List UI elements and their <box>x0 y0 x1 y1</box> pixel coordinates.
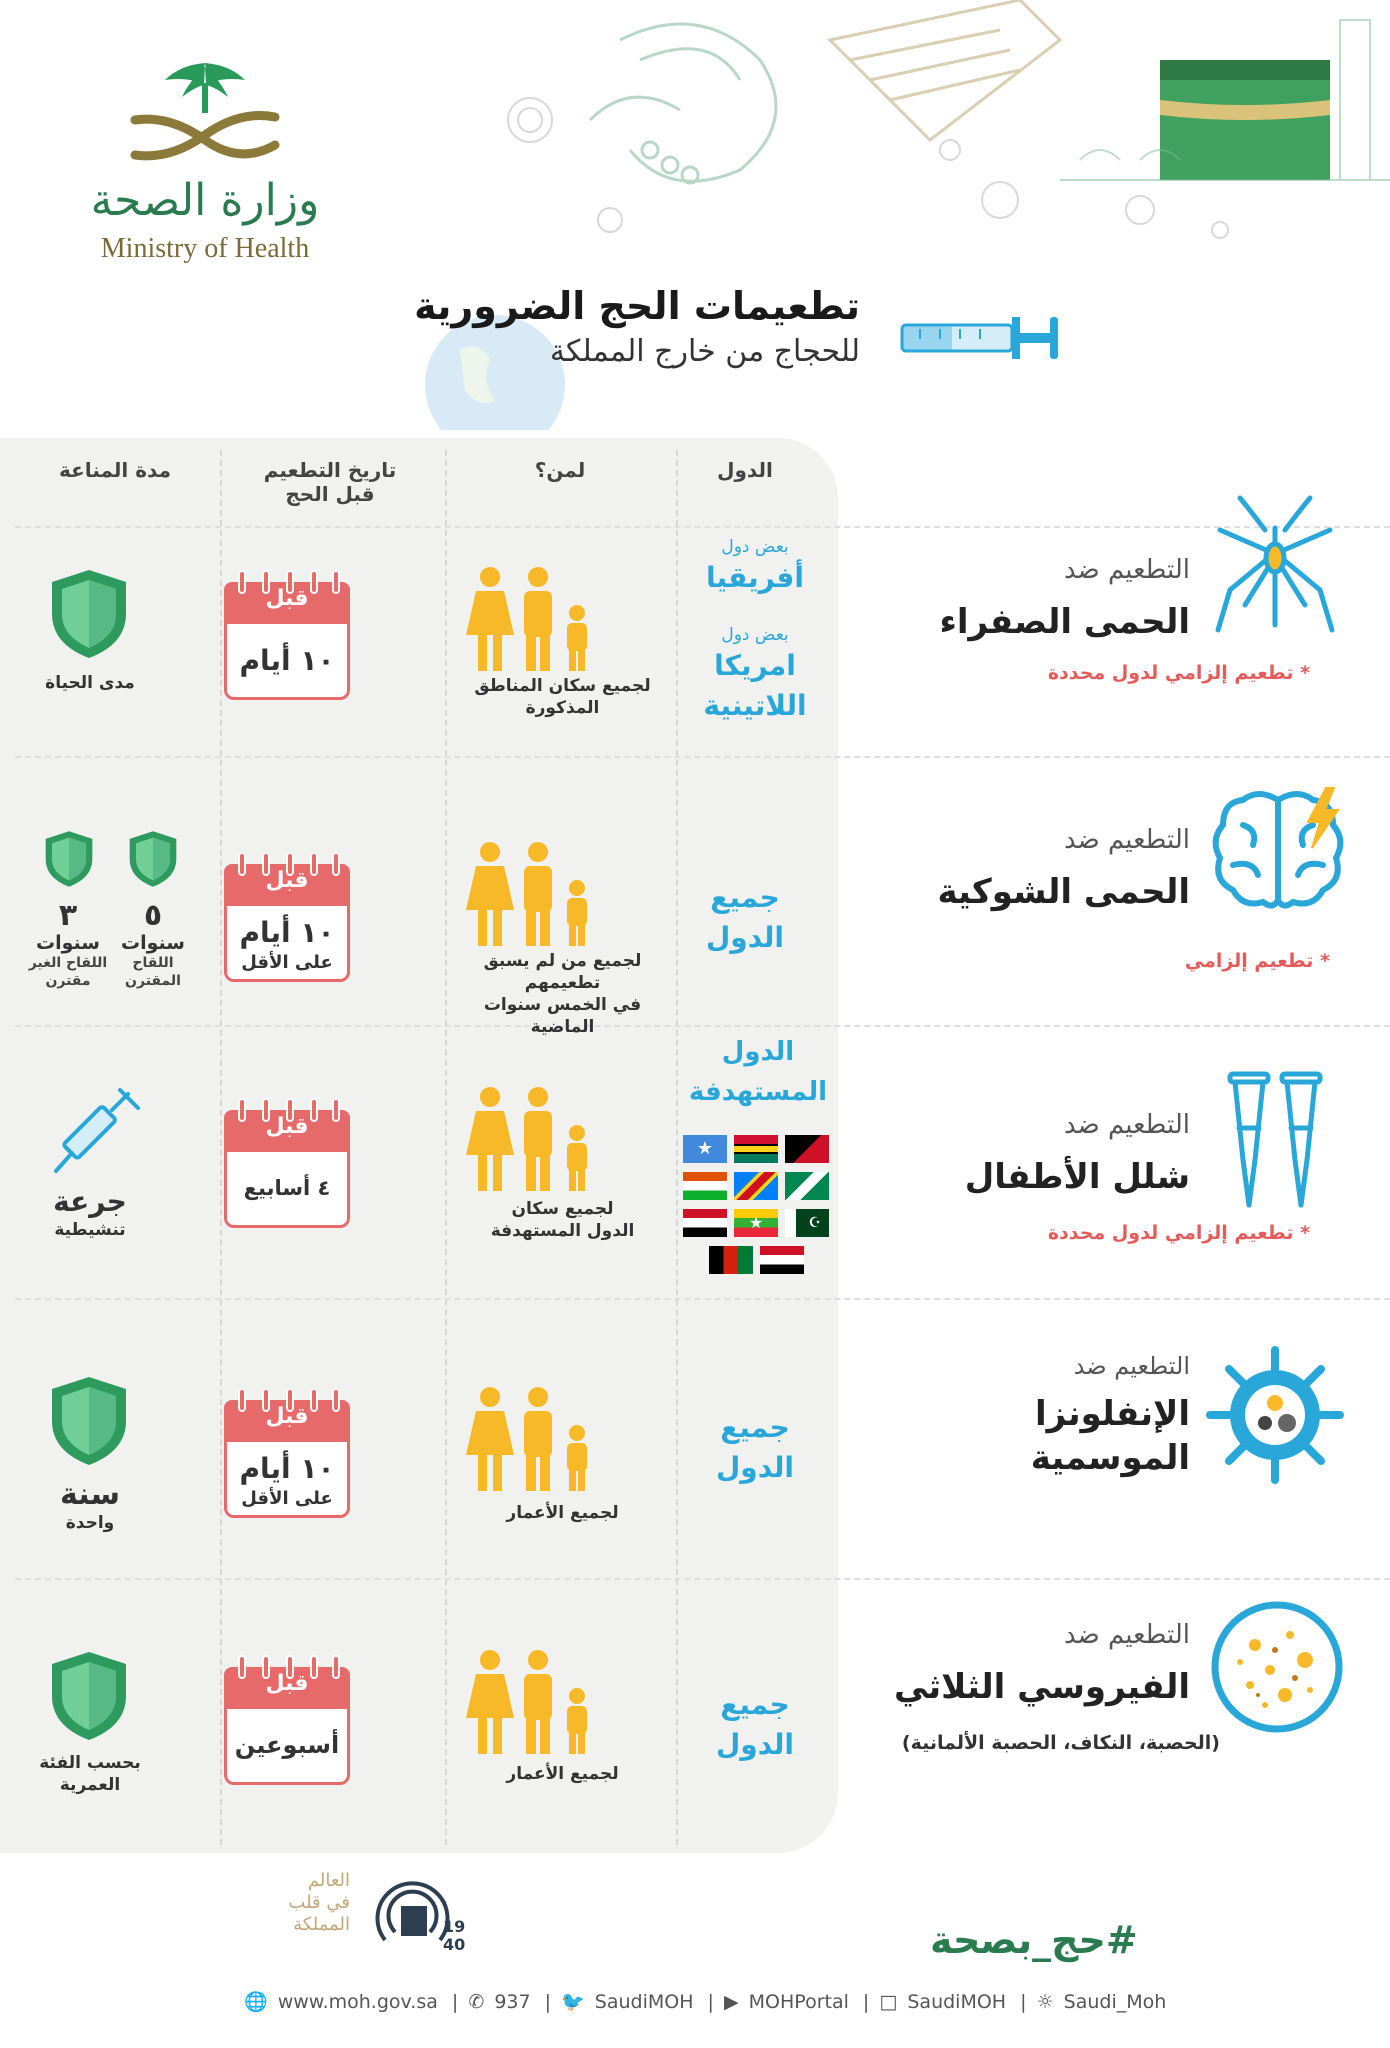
calendar-value: ١٠ أيام <box>239 644 335 677</box>
row-divider <box>15 526 1390 528</box>
immunity-line: العمرية <box>59 1775 121 1795</box>
family-icon <box>460 565 600 675</box>
contact-bar: 🌐 www.moh.gov.sa | ✆ 937 | 🐦 SaudiMOH | ▶ MOHPortal | □ SaudiMOH | ☼ Saudi_Moh <box>240 1990 1150 2013</box>
who-caption <box>455 1198 670 1242</box>
shield-icon <box>48 1375 130 1467</box>
flag-niger-icon <box>683 1172 727 1200</box>
flag-congo-icon <box>734 1172 778 1200</box>
calendar-icon <box>224 1098 350 1228</box>
calendar-label: قبل <box>265 1114 309 1139</box>
row-divider <box>15 756 1390 758</box>
immunity-line: واحدة <box>65 1513 115 1533</box>
immunity-years: ٥ <box>143 898 163 933</box>
hajj-logo-number: 19 <box>443 1917 466 1936</box>
immunity-value: مدى الحياة <box>45 673 135 693</box>
column-divider <box>676 450 678 1845</box>
hajj-1440-logo <box>250 1870 480 1980</box>
who-line: لجميع من لم يسبق تطعيمهم <box>483 951 642 993</box>
calendar-subvalue: على الأقل <box>241 952 333 973</box>
family-icon <box>460 1648 600 1758</box>
countries-qualifier: بعض دول <box>721 625 789 645</box>
header-who: لمن؟ <box>534 458 586 482</box>
who-line: الدول المستهدفة <box>490 1221 635 1241</box>
page-title: تطعيمات الحج الضرورية <box>414 284 860 328</box>
who-caption <box>455 675 670 719</box>
immunity-type: المقترن <box>125 973 181 989</box>
countries-region: الدول <box>716 1728 794 1761</box>
shield-icon <box>48 1650 130 1742</box>
flag-afghanistan-icon <box>709 1246 753 1274</box>
who-line: لجميع سكان <box>511 1199 614 1219</box>
calendar-value: ٤ أسابيع <box>243 1176 331 1200</box>
flag-yemen-icon <box>760 1246 804 1274</box>
immunity-value <box>15 1752 165 1796</box>
vaccine-name: الحمى الشوكية <box>937 872 1190 912</box>
countries-region: الدول <box>706 921 784 954</box>
who-caption <box>450 950 675 1038</box>
flag-pakistan-icon: ☪ <box>785 1209 829 1237</box>
syringe-icon <box>900 295 1070 375</box>
who-line: في الخمس سنوات الماضية <box>483 995 642 1037</box>
calendar-label: قبل <box>265 586 309 611</box>
page-subtitle: للحجاج من خارج المملكة <box>549 334 860 369</box>
vaccine-name: الحمى الصفراء <box>939 602 1190 642</box>
immunity-value <box>15 1478 165 1534</box>
youtube-link[interactable]: ▶ MOHPortal <box>724 1991 849 2013</box>
calendar-subvalue: على الأقل <box>241 1488 333 1509</box>
countries-qualifier: بعض دول <box>721 537 789 557</box>
website-link[interactable]: 🌐 www.moh.gov.sa <box>244 1991 438 2013</box>
header-vaccination-date <box>225 458 435 506</box>
logo-arabic-name: وزارة الصحة <box>90 175 320 226</box>
calendar-icon <box>224 570 350 700</box>
immunity-unit: سنوات <box>121 932 185 954</box>
snapchat-link[interactable]: ☼ Saudi_Moh <box>1036 1991 1167 2013</box>
vaccine-name: شلل الأطفال <box>964 1157 1190 1197</box>
column-divider <box>220 450 222 1845</box>
countries-region: امريكا <box>714 649 796 682</box>
syringe-icon <box>50 1085 145 1180</box>
family-icon <box>460 1085 600 1195</box>
vaccine-prefix: التطعيم ضد <box>1063 1110 1190 1140</box>
countries-cell <box>678 1032 838 1112</box>
shield-icon <box>127 830 179 888</box>
mandatory-note: * تطعيم إلزامي <box>1184 950 1330 972</box>
flag-syria-icon <box>683 1209 727 1237</box>
phone-link[interactable]: ✆ 937 <box>468 1991 531 2013</box>
row-divider <box>15 1025 1390 1027</box>
header-immunity: مدة المناعة <box>59 458 171 482</box>
brain-icon <box>1208 780 1348 920</box>
immunity-conjugate <box>112 900 194 990</box>
countries-region: جميع <box>710 881 780 914</box>
bacteria-culture-icon <box>1210 1600 1345 1735</box>
flag-nigeria-icon <box>785 1172 829 1200</box>
countries-region: جميع <box>720 1688 790 1721</box>
calendar-label: قبل <box>265 1671 309 1696</box>
countries-region: جميع <box>720 1411 790 1444</box>
hajj-logo-text: المملكة <box>293 1914 350 1935</box>
who-caption: لجميع الأعمار <box>506 1764 619 1784</box>
countries-region: المستهدفة <box>688 1077 828 1107</box>
countries-cell <box>690 878 800 958</box>
immunity-nonconjugate <box>22 900 114 990</box>
hajj-logo-number: 40 <box>443 1935 466 1954</box>
who-caption: لجميع الأعمار <box>506 1503 619 1523</box>
countries-region: أفريقيا <box>706 561 804 594</box>
row-divider <box>15 1298 1390 1300</box>
countries-cell <box>690 536 820 726</box>
mosquito-icon <box>1210 490 1340 640</box>
vaccine-prefix: التطعيم ضد <box>1063 555 1190 585</box>
family-icon <box>460 1385 600 1495</box>
row-divider <box>15 1578 1390 1580</box>
flag-somalia-icon: ★ <box>683 1135 727 1163</box>
flag-myanmar-icon: ★ <box>734 1209 778 1237</box>
vaccine-diseases: (الحصبة، النكاف، الحصبة الألمانية) <box>901 1732 1220 1754</box>
header-date-line2: قبل الحج <box>285 482 375 506</box>
hajj-logo-text: العالم <box>307 1870 350 1891</box>
who-line: لجميع سكان المناطق <box>474 676 651 696</box>
vaccine-name: الفيروسي الثلاثي <box>893 1667 1190 1707</box>
vaccine-name: الإنفلونزا <box>1035 1394 1190 1434</box>
mandatory-note: * تطعيم إلزامي لدول محددة <box>1047 662 1310 684</box>
countries-cell <box>690 1408 820 1488</box>
vaccine-prefix: التطعيم ضد <box>1063 825 1190 855</box>
facebook-link[interactable]: □ SaudiMOH <box>879 1991 1007 2013</box>
flag-mozambique-icon <box>734 1135 778 1163</box>
immunity-type: مقترن <box>45 973 91 989</box>
calendar-label: قبل <box>265 1404 309 1429</box>
who-line: المذكورة <box>525 698 600 718</box>
immunity-line: سنة <box>60 1477 120 1512</box>
header-countries: الدول <box>717 458 773 482</box>
immunity-line: بحسب الفئة <box>39 1753 141 1773</box>
header-date-line1: تاريخ التطعيم <box>263 458 397 482</box>
palm-swords-emblem <box>120 55 290 170</box>
immunity-value <box>15 1185 165 1241</box>
calendar-label: قبل <box>265 868 309 893</box>
moh-logo <box>80 55 340 275</box>
vaccine-prefix: التطعيم ضد <box>1063 1620 1190 1650</box>
immunity-type: اللقاح الغير <box>28 955 108 971</box>
shield-icon <box>48 568 130 660</box>
countries-region: الدول <box>716 1451 794 1484</box>
hashtag[interactable]: #حج_بصحة <box>930 1918 1138 1962</box>
calendar-value: ١٠ أيام <box>239 1452 335 1485</box>
vaccine-name: الموسمية <box>1030 1438 1190 1478</box>
immunity-years: ٣ <box>58 898 78 933</box>
flag-papua-new-guinea-icon <box>785 1135 829 1163</box>
crutches-icon <box>1225 1070 1325 1210</box>
column-divider <box>445 450 447 1845</box>
immunity-type: اللقاح <box>132 955 174 971</box>
calendar-value: أسبوعين <box>234 1731 340 1759</box>
shield-icon <box>43 830 95 888</box>
calendar-value: ١٠ أيام <box>239 916 335 949</box>
immunity-line: تنشيطية <box>54 1220 126 1240</box>
countries-region: اللاتينية <box>703 689 807 722</box>
countries-region: الدول <box>721 1037 795 1067</box>
calendar-icon <box>224 852 350 982</box>
virus-icon <box>1205 1345 1345 1485</box>
vaccine-prefix: التطعيم ضد <box>1073 1352 1190 1380</box>
immunity-line: جرعة <box>53 1185 127 1218</box>
countries-cell <box>690 1685 820 1765</box>
mandatory-note: * تطعيم إلزامي لدول محددة <box>1047 1222 1310 1244</box>
immunity-unit: سنوات <box>36 932 100 954</box>
hajj-illustration <box>500 0 1390 250</box>
twitter-link[interactable]: 🐦 SaudiMOH <box>561 1991 694 2013</box>
calendar-icon <box>224 1388 350 1518</box>
logo-english-name: Ministry of Health <box>100 233 310 264</box>
hajj-logo-text: في قلب <box>288 1892 350 1913</box>
family-icon <box>460 840 600 950</box>
calendar-icon <box>224 1655 350 1785</box>
